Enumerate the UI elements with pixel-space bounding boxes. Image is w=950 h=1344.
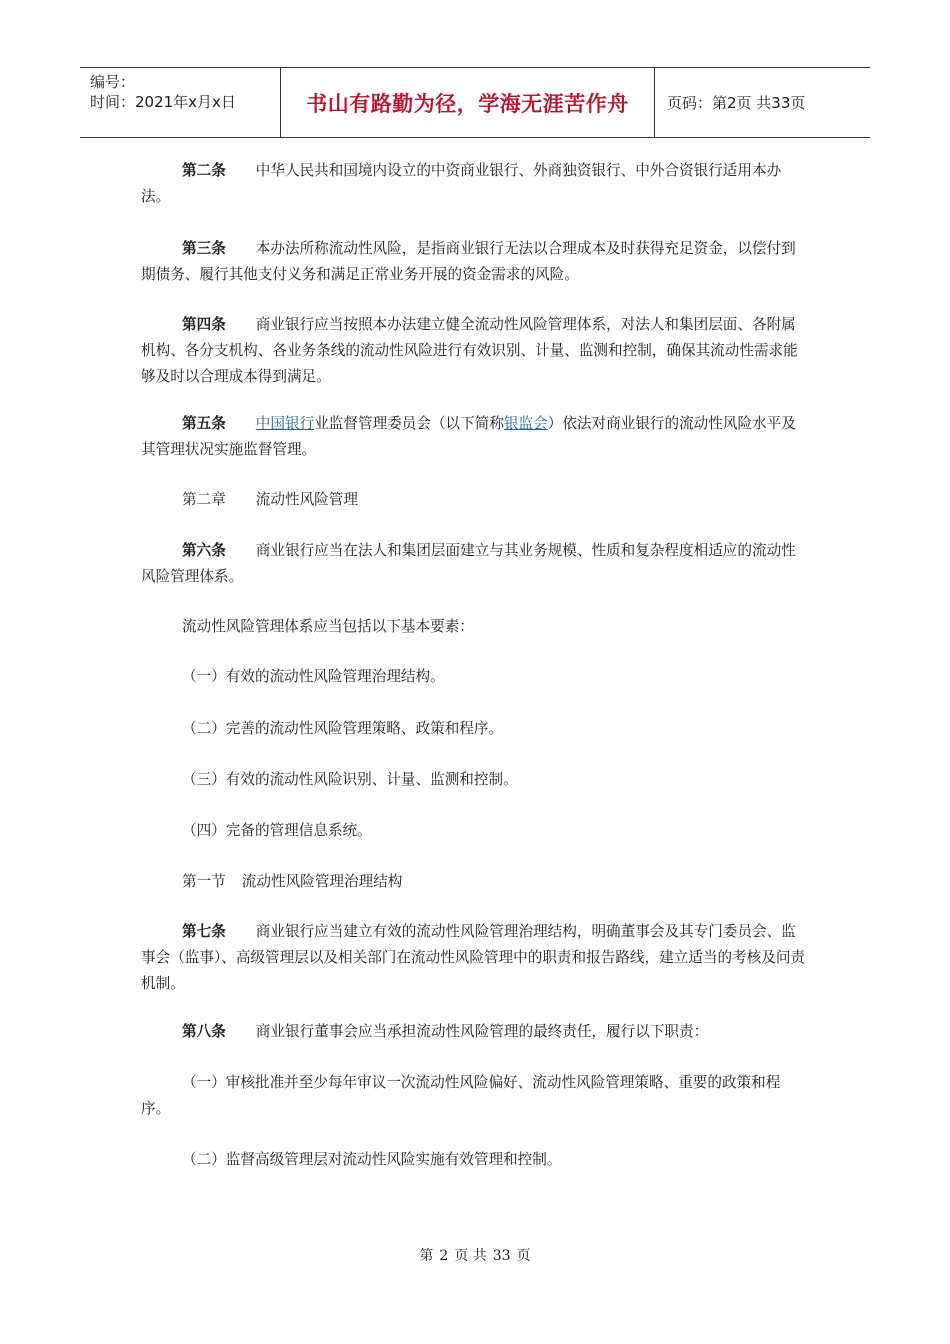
article-number: 第八条 <box>182 1023 226 1040</box>
article-number: 第七条 <box>182 923 226 940</box>
link-cbrc[interactable]: 银监会 <box>503 415 548 432</box>
list-item <box>141 818 806 844</box>
article-5 <box>141 411 806 463</box>
number-label: 编号： <box>90 73 136 91</box>
list-item-text: （二）监督高级管理层对流动性风险实施有效管理和控制。 <box>182 1151 562 1168</box>
section-heading <box>141 869 806 895</box>
list-item-text: （一）有效的流动性风险管理治理结构。 <box>182 668 445 685</box>
footer-page-number: 2 <box>439 1248 449 1264</box>
article-number: 第六条 <box>182 542 226 559</box>
article-text: 中华人民共和国境内设立的中资商业银行、外商独资银行、中外合资银行适用本办法。 <box>141 162 782 205</box>
article-text-mid: 业监督管理委员会（以下简称 <box>314 415 504 432</box>
chapter-number: 第二章 <box>182 491 226 508</box>
motto: 书山有路勤为径，学海无涯苦作舟 <box>306 91 629 116</box>
section-title: 流动性风险管理治理结构 <box>241 873 403 890</box>
chapter-heading <box>141 487 806 513</box>
article-number: 第二条 <box>182 162 226 179</box>
page-info: 页码：第2页 共33页 <box>667 94 806 112</box>
list-item-text: （四）完备的管理信息系统。 <box>182 822 372 839</box>
footer-suffix: 页 <box>516 1248 531 1264</box>
list-item-text: （三）有效的流动性风险识别、计量、监测和控制。 <box>182 771 518 788</box>
article-number: 第五条 <box>182 415 226 432</box>
list-item-text: （一）审核批准并至少每年审议一次流动性风险偏好、流动性风险管理策略、重要的政策和程序。 <box>141 1074 781 1117</box>
article-4 <box>141 312 806 390</box>
time-label: 时间：2021年x月x日 <box>90 93 236 111</box>
list-item <box>141 1147 806 1173</box>
header-meta <box>80 68 281 137</box>
footer-prefix: 第 <box>419 1248 434 1264</box>
footer-mid: 页 共 <box>454 1248 487 1264</box>
list-item <box>141 767 806 793</box>
footer-total-pages: 33 <box>492 1248 511 1264</box>
list-item <box>141 1070 806 1122</box>
article-text: 商业银行董事会应当承担流动性风险管理的最终责任，履行以下职责： <box>255 1023 709 1040</box>
header-motto-cell <box>281 68 655 137</box>
article-6 <box>141 538 806 590</box>
link-bank[interactable]: 中国银行 <box>255 415 315 432</box>
paragraph-text: 流动性风险管理体系应当包括以下基本要素： <box>182 618 474 635</box>
article-text: 商业银行应当按照本办法建立健全流动性风险管理体系，对法人和集团层面、各附属机构、各分支机构、各业务条线的流动性风险进行有效识别、计量、监测和控制，确保其流动性需求能够及时以合理成本得到满足。 <box>141 316 798 385</box>
article-text: 商业银行应当建立有效的流动性风险管理治理结构，明确董事会及其专门委员会、监事会（监事）、高级管理层以及相关部门在流动性风险管理中的职责和报告路线，建立适当的考核及问责机制。 <box>141 923 806 992</box>
article-text: ）依法对商业银行的流动性风险水平及其管理状况实施监督管理。 <box>141 415 796 458</box>
list-item <box>141 716 806 742</box>
header-page-info <box>655 68 870 137</box>
article-number: 第三条 <box>182 240 226 257</box>
chapter-title: 流动性风险管理 <box>255 491 358 508</box>
article-7 <box>141 919 806 997</box>
section-number: 第一节 <box>182 873 226 890</box>
page-footer <box>0 1245 950 1265</box>
list-item-text: （二）完善的流动性风险管理策略、政策和程序。 <box>182 720 504 737</box>
article-text: 商业银行应当在法人和集团层面建立与其业务规模、性质和复杂程度相适应的流动性风险管理体系。 <box>141 542 796 585</box>
article-3 <box>141 236 806 288</box>
document-header <box>80 67 870 138</box>
article-8 <box>141 1019 806 1045</box>
article-2 <box>141 158 806 210</box>
article-number: 第四条 <box>182 316 226 333</box>
elements-intro <box>141 614 806 640</box>
article-text: 本办法所称流动性风险，是指商业银行无法以合理成本及时获得充足资金，以偿付到期债务、履行其他支付义务和满足正常业务开展的资金需求的风险。 <box>141 240 796 283</box>
list-item <box>141 664 806 690</box>
